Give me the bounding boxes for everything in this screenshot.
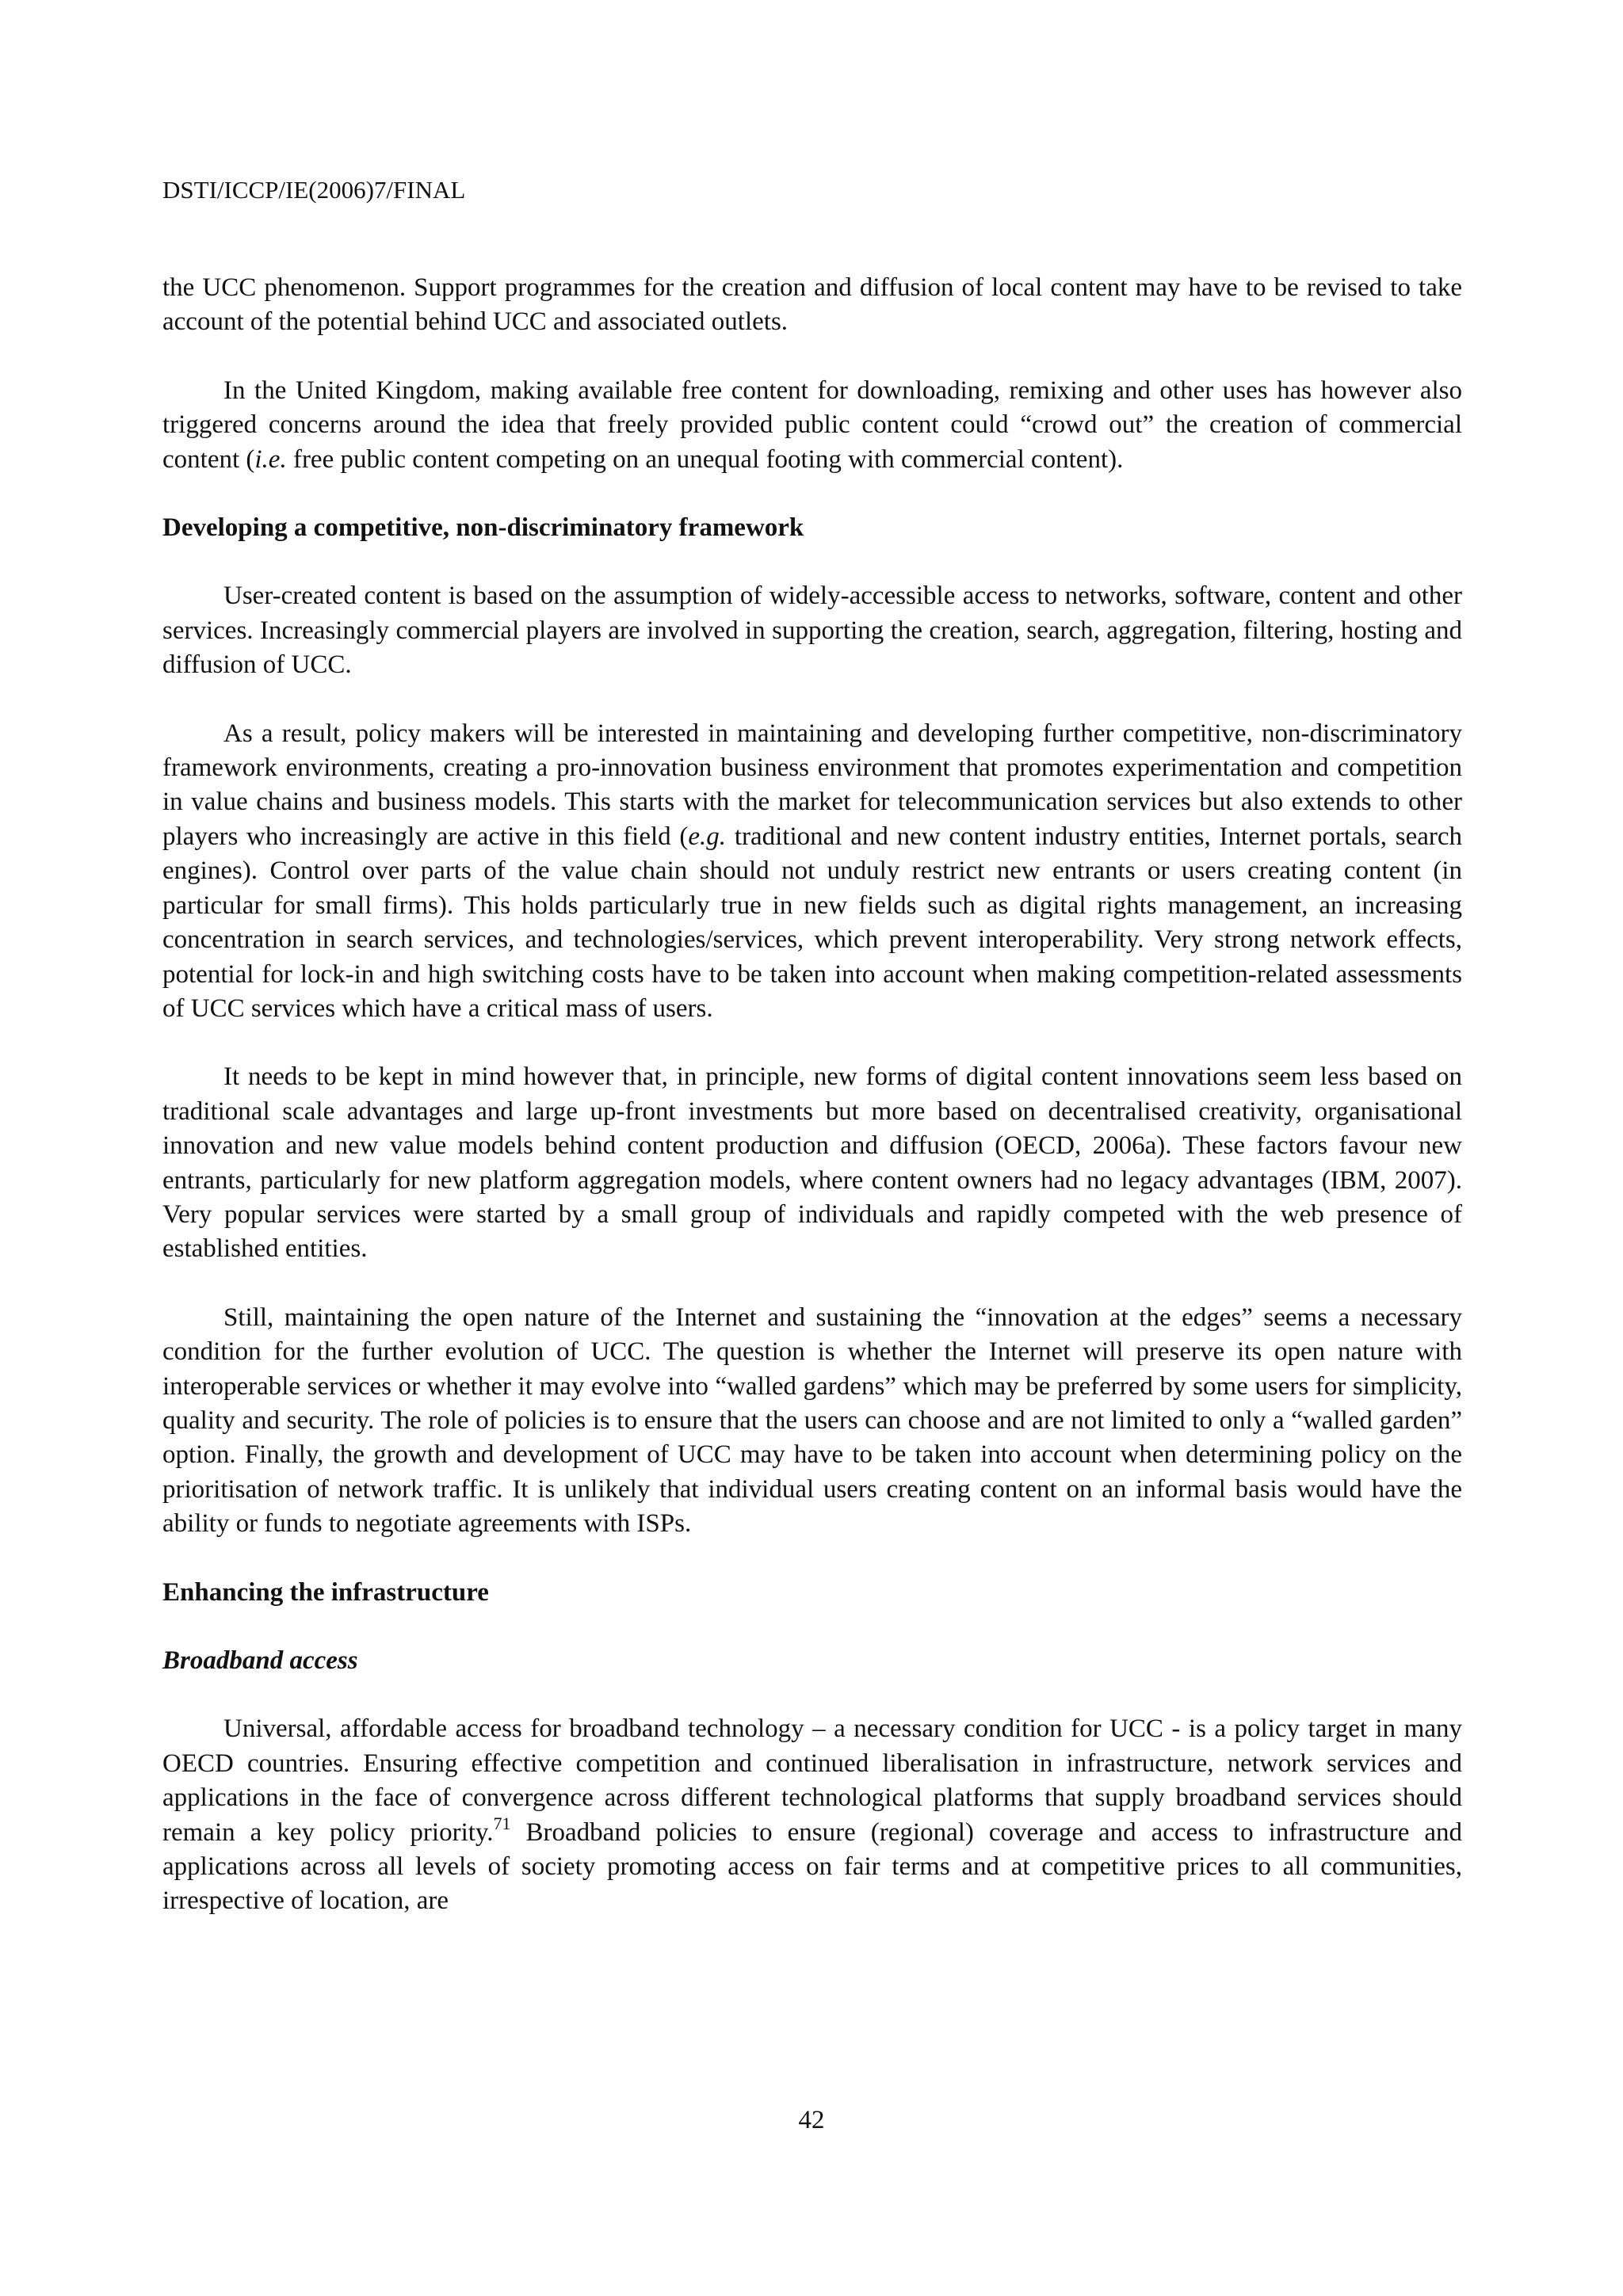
- paragraph-united-kingdom: [162, 374, 1462, 477]
- footnote-reference[interactable]: 71: [493, 1813, 511, 1833]
- paragraph-text: Universal, affordable access for broadband technology – a necessary condition for UCC - is a policy target in many OECD countries. Ensuring effective competition and continued liberalisation in infrastructure, network services and applications in the face of convergence across different technological platforms that supply broadband services should remain a key policy priority.: [162, 1714, 1462, 1847]
- paragraph-open-internet: Still, maintaining the open nature of the Internet and sustaining the “innovation at the edges” seems a necessary condition for the further evolution of UCC. The question is whether the Internet will preserve its open nature with interoperable services or whether it may evolve into “walled gardens” which may be preferred by some users for simplicity, quality and security. The role of policies is to ensure that the users can choose and are not limited to only a “walled garden” option. Finally, the growth and development of UCC may have to be taken into account when determining policy on the prioritisation of network traffic. It is unlikely that individual users creating content on an informal basis would have the ability or funds to negotiate agreements with ISPs.: [162, 1302, 1462, 1539]
- section-heading-infrastructure: Enhancing the infrastructure: [162, 1577, 489, 1607]
- paragraph-text: free public content competing on an unequal footing with commercial content).: [286, 444, 1124, 474]
- paragraph-ucc-phenomenon: the UCC phenomenon. Support programmes for the creation and diffusion of local content may have to be revised to take account of the potential behind UCC and associated outlets.: [162, 273, 1462, 337]
- paragraph-text: As a result, policy makers will be interested in maintaining and developing further competitive, non-discriminatory framework environments, creating a pro-innovation business environment that promotes experimentation and competition in value chains and business models. This starts with the market for telecommunication services but also extends to other players who increasingly are active in this field (: [162, 719, 1462, 851]
- paragraph-broadband-access: [162, 1712, 1462, 1918]
- paragraph-text: In the United Kingdom, making available free content for downloading, remixing and other uses has however also triggered concerns around the idea that freely provided public content could “crowd out” the creation of commercial content (: [162, 376, 1462, 474]
- paragraph-digital-content-innovations: It needs to be kept in mind however that, in principle, new forms of digital content innovations seem less based on traditional scale advantages and large up-front investments but more based on decentralised creativity, organisational innovation and new value models behind content production and diffusion (OECD, 2006a). These factors favour new entrants, particularly for new platform aggregation models, where content owners had no legacy advantages (IBM, 2007). Very popular services were started by a small group of individuals and rapidly competed with the web presence of established entities.: [162, 1062, 1462, 1264]
- document-id-header: DSTI/ICCP/IE(2006)7/FINAL: [162, 176, 466, 204]
- paragraph-user-created-content: User-created content is based on the assumption of widely-accessible access to networks, software, content and other services. Increasingly commercial players are involved in supporting the creation, search, aggregation, filtering, hosting and diffusion of UCC.: [162, 582, 1462, 680]
- paragraph-text: traditional and new content industry entities, Internet portals, search engines). Control over parts of the value chain should not unduly restrict new entrants or users creating content (in particular for small firms). This holds particularly true in new fields such as digital rights management, an increasing concentration in search services, and technologies/services, which prevent interoperability. Very strong network effects, potential for lock-in and high switching costs have to be taken into account when making competition-related assessments of UCC services which have a critical mass of users.: [162, 822, 1463, 1023]
- italic-abbreviation: i.e.: [254, 444, 287, 474]
- paragraph-policy-makers: [162, 717, 1462, 1027]
- body-text: [162, 271, 1462, 1953]
- paragraph-text: Broadband policies to ensure (regional) coverage and access to infrastructure and applications across all levels of society promoting access on fair terms and at competitive prices to all communities, irrespective of location, are: [162, 1817, 1462, 1916]
- page-number: 42: [798, 2106, 825, 2134]
- section-heading-competitive-framework: Developing a competitive, non-discriminatory framework: [162, 513, 804, 543]
- subsection-heading-broadband-access: Broadband access: [162, 1646, 358, 1675]
- italic-abbreviation: e.g.: [688, 822, 727, 851]
